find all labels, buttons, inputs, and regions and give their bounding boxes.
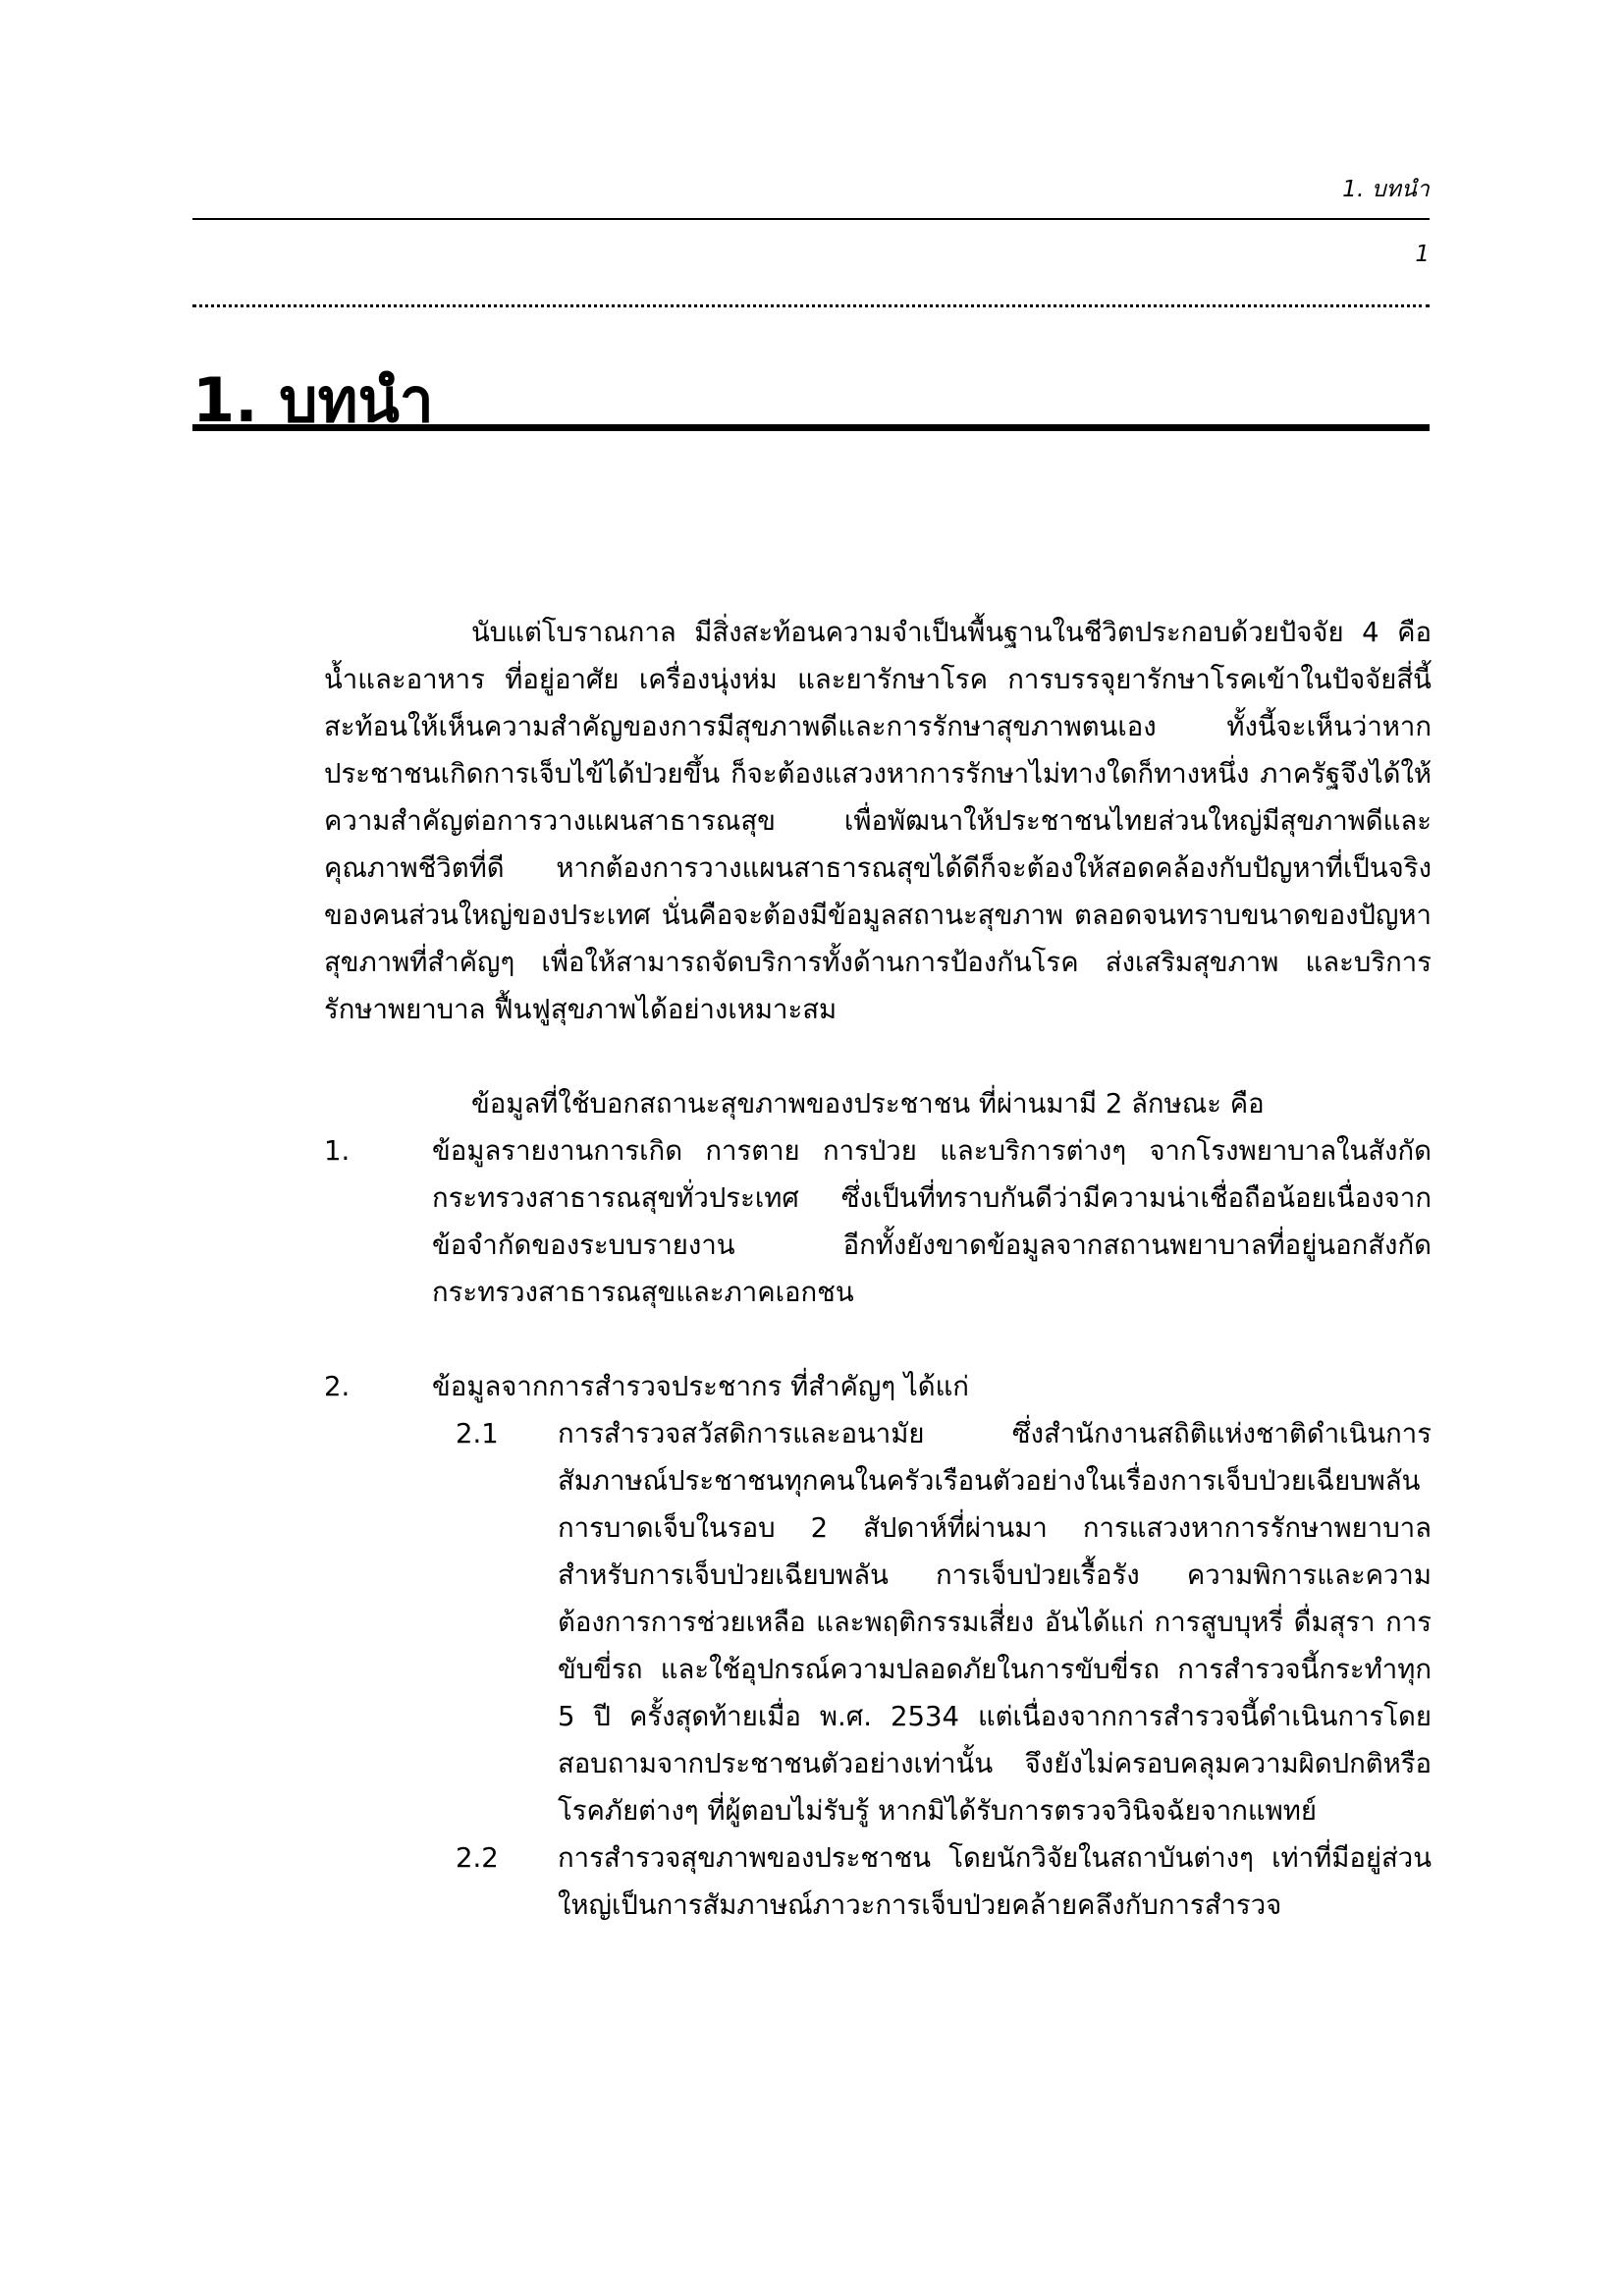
list-item-2-2-marker: 2.2 — [456, 1842, 499, 1874]
dotted-rule-above-title — [192, 304, 1430, 307]
list-item-2-2-text: การสำรวจสุขภาพของประชาชน โดยนักวิจัยในสถาบันต่างๆ เท่าที่มีอยู่ส่วนใหญ่เป็นการสัมภาษณ์ภาวะการเจ็บป่วยคล้ายคลึงกับการสำรวจ — [558, 1842, 1432, 1921]
list-item-2-1-marker: 2.1 — [456, 1418, 499, 1449]
running-header: 1. บทนำ — [1342, 177, 1430, 202]
paragraph-spacer — [192, 1316, 1432, 1363]
header-rule — [192, 218, 1430, 220]
list-item-2-text: ข้อมูลจากการสำรวจประชากร ที่สำคัญๆ ได้แก่ — [432, 1371, 969, 1402]
list-item-2-1 — [192, 1410, 1432, 1834]
paragraph-spacer — [192, 1033, 1432, 1080]
list-item-1-text: ข้อมูลรายงานการเกิด การตาย การป่วย และบริการต่างๆ จากโรงพยาบาลในสังกัดกระทรวงสาธารณสุขทั่วประเทศ ซึ่งเป็นที่ทราบกันดีว่ามีความน่าเชื่อถือน้อยเนื่องจากข้อจำกัดของระบบรายงาน อีกทั้งยังขาดข้อมูลจากสถานพยาบาลที่อยู่นอกสังกัดกระทรวงสาธารณสุขและภาคเอกชน — [432, 1135, 1432, 1308]
list-item-2 — [192, 1363, 1432, 1410]
page-number: 1 — [1415, 242, 1430, 267]
list-item-1-marker: 1. — [324, 1135, 351, 1167]
title-rule — [192, 424, 1430, 431]
body-text-block — [192, 609, 1432, 1929]
list-item-2-marker: 2. — [324, 1371, 351, 1402]
chapter-title: 1. บทนำ — [192, 363, 434, 436]
list-item-1 — [192, 1127, 1432, 1316]
paragraph-data-types: ข้อมูลที่ใช้บอกสถานะสุขภาพของประชาชน ที่ผ่านมามี 2 ลักษณะ คือ — [471, 1088, 1265, 1120]
paragraph-intro: นับแต่โบราณกาล มีสิ่งสะท้อนความจำเป็นพื้นฐานในชีวิตประกอบด้วยปัจจัย 4 คือ น้ำและอาหาร ที่อยู่อาศัย เครื่องนุ่งห่ม และยารักษาโรค การบรรจุยารักษาโรคเข้าในปัจจัยสี่นี้สะท้อนให้เห็นความสำคัญของการมีสุขภาพดีและการรักษาสุขภาพตนเอง ทั้งนี้จะเห็นว่าหากประชาชนเกิดการเจ็บไข้ได้ป่วยขึ้น ก็จะต้องแสวงหาการรักษาไม่ทางใดก็ทางหนึ่ง ภาครัฐจึงได้ให้ความสำคัญต่อการวางแผนสาธารณสุข เพื่อพัฒนาให้ประชาชนไทยส่วนใหญ่มีสุขภาพดีและคุณภาพชีวิตที่ดี หากต้องการวางแผนสาธารณสุขได้ดีก็จะต้องให้สอดคล้องกับปัญหาที่เป็นจริงของคนส่วนใหญ่ของประเทศ นั่นคือจะต้องมีข้อมูลสถานะสุขภาพ ตลอดจนทราบขนาดของปัญหาสุขภาพที่สำคัญๆ เพื่อให้สามารถจัดบริการทั้งด้านการป้องกันโรค ส่งเสริมสุขภาพ และบริการรักษาพยาบาล ฟื้นฟูสุขภาพได้อย่างเหมาะสม — [324, 617, 1432, 1025]
list-item-2-2 — [192, 1834, 1432, 1929]
list-item-2-1-text: การสำรวจสวัสดิการและอนามัย ซึ่งสำนักงานสถิติแห่งชาติดำเนินการสัมภาษณ์ประชาชนทุกคนในครัวเรือนตัวอย่างในเรื่องการเจ็บป่วยเฉียบพลัน การบาดเจ็บในรอบ 2 สัปดาห์ที่ผ่านมา การแสวงหาการรักษาพยาบาลสำหรับการเจ็บป่วยเฉียบพลัน การเจ็บป่วยเรื้อรัง ความพิการและความต้องการการช่วยเหลือ และพฤติกรรมเสี่ยง อันได้แก่ การสูบบุหรี่ ดื่มสุรา การขับขี่รถ และใช้อุปกรณ์ความปลอดภัยในการขับขี่รถ การสำรวจนี้กระทำทุก 5 ปี ครั้งสุดท้ายเมื่อ พ.ศ. 2534 แต่เนื่องจากการสำรวจนี้ดำเนินการโดยสอบถามจากประชาชนตัวอย่างเท่านั้น จึงยังไม่ครอบคลุมความผิดปกติหรือโรคภัยต่างๆ ที่ผู้ตอบไม่รับรู้ หากมิได้รับการตรวจวินิจฉัยจากแพทย์ — [558, 1418, 1432, 1827]
